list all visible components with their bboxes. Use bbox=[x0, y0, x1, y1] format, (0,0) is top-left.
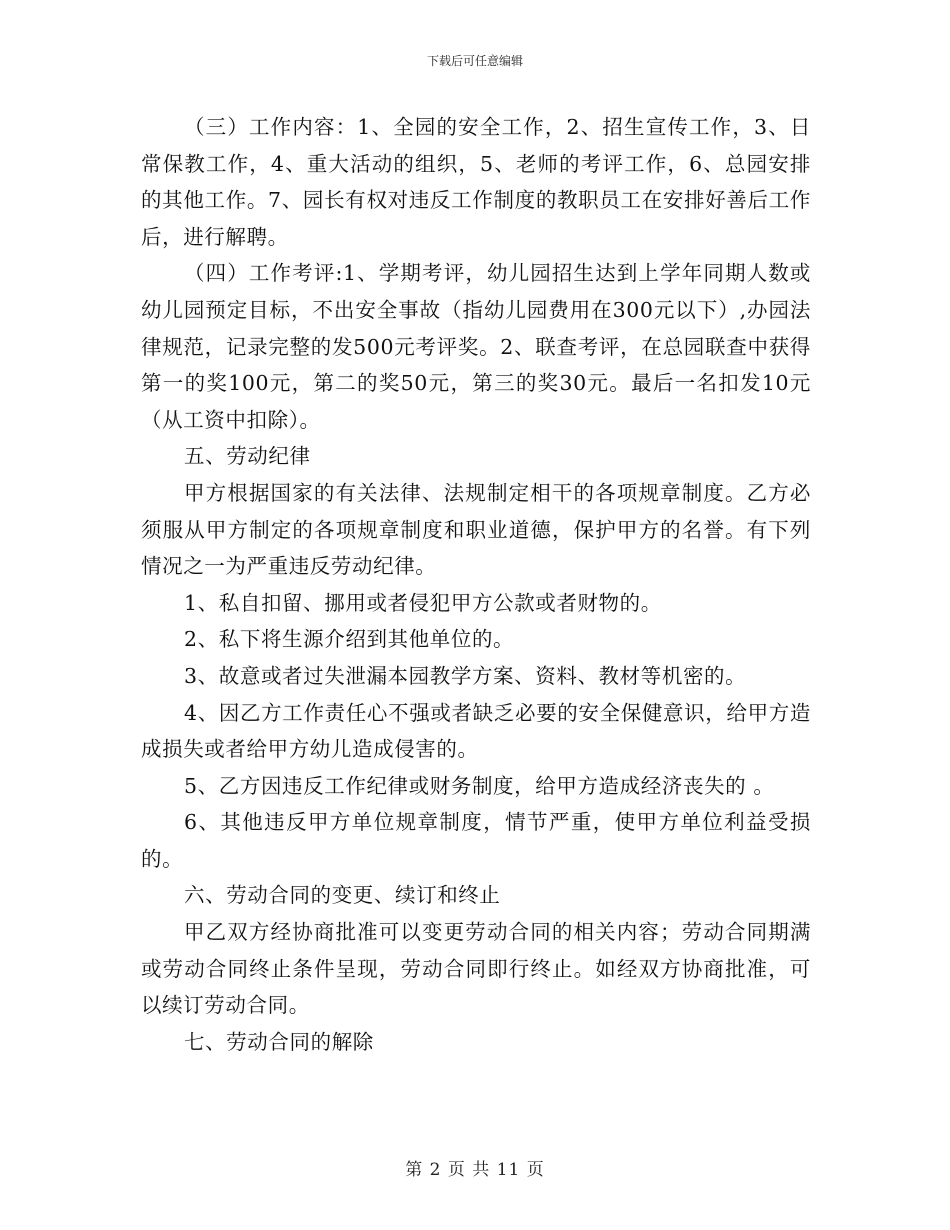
list-item-discipline-5: 5、乙方因违反工作纪律或财务制度，给甲方造成经济丧失的 。 bbox=[184, 773, 775, 798]
section-heading-contract-termination: 七、劳动合同的解除 bbox=[184, 1029, 374, 1054]
list-item-discipline-1: 1、私自扣留、挪用或者侵犯甲方公款或者财物的。 bbox=[184, 590, 662, 615]
section-heading-labor-discipline: 五、劳动纪律 bbox=[184, 444, 311, 469]
page-header: 下载后可任意编辑 bbox=[426, 54, 523, 68]
paragraph-work-evaluation: （四）工作考评:1、学期考评，幼儿园招生达到上学年同期人数或幼儿园预定目标，不出安全事故（指幼儿园费用在300元以下）,办园法律规范，记录完整的发500元考评奖。2、联查考评，在总园联查中获得第一的奖100元，第二的奖50元，第三的奖30元。最后一名扣发10元（从工资中扣除）。 bbox=[141, 261, 811, 432]
list-item-discipline-6: 6、其他违反甲方单位规章制度，情节严重，使甲方单位利益受损的。 bbox=[141, 810, 811, 871]
paragraph-contract-change: 甲乙双方经协商批准可以变更劳动合同的相关内容；劳动合同期满或劳动合同终止条件呈现，劳动合同即行终止。如经双方协商批准，可以续订劳动合同。 bbox=[141, 920, 811, 1018]
list-item-discipline-3: 3、故意或者过失泄漏本园教学方案、资料、教材等机密的。 bbox=[184, 663, 747, 688]
paragraph-work-content: （三）工作内容：1、全园的安全工作，2、招生宣传工作，3、日常保教工作，4、重大活动的组织，5、老师的考评工作，6、总园安排的其他工作。7、园长有权对违反工作制度的教职员工在安排好善后工作后，进行解聘。 bbox=[141, 115, 811, 249]
page-number: 第 2 页 共 11 页 bbox=[405, 1160, 545, 1180]
list-item-discipline-4: 4、因乙方工作责任心不强或者缺乏必要的安全保健意识，给甲方造成损失或者给甲方幼儿造成侵害的。 bbox=[141, 700, 811, 762]
document-body bbox=[141, 109, 811, 1060]
paragraph-discipline-intro: 甲方根据国家的有关法律、法规制定相干的各项规章制度。乙方必须服从甲方制定的各项规章制度和职业道德，保护甲方的名誉。有下列情况之一为严重违反劳动纪律。 bbox=[141, 480, 811, 579]
list-item-discipline-2: 2、私下将生源介绍到其他单位的。 bbox=[184, 627, 515, 652]
section-heading-contract-change: 六、劳动合同的变更、续订和终止 bbox=[184, 883, 501, 908]
